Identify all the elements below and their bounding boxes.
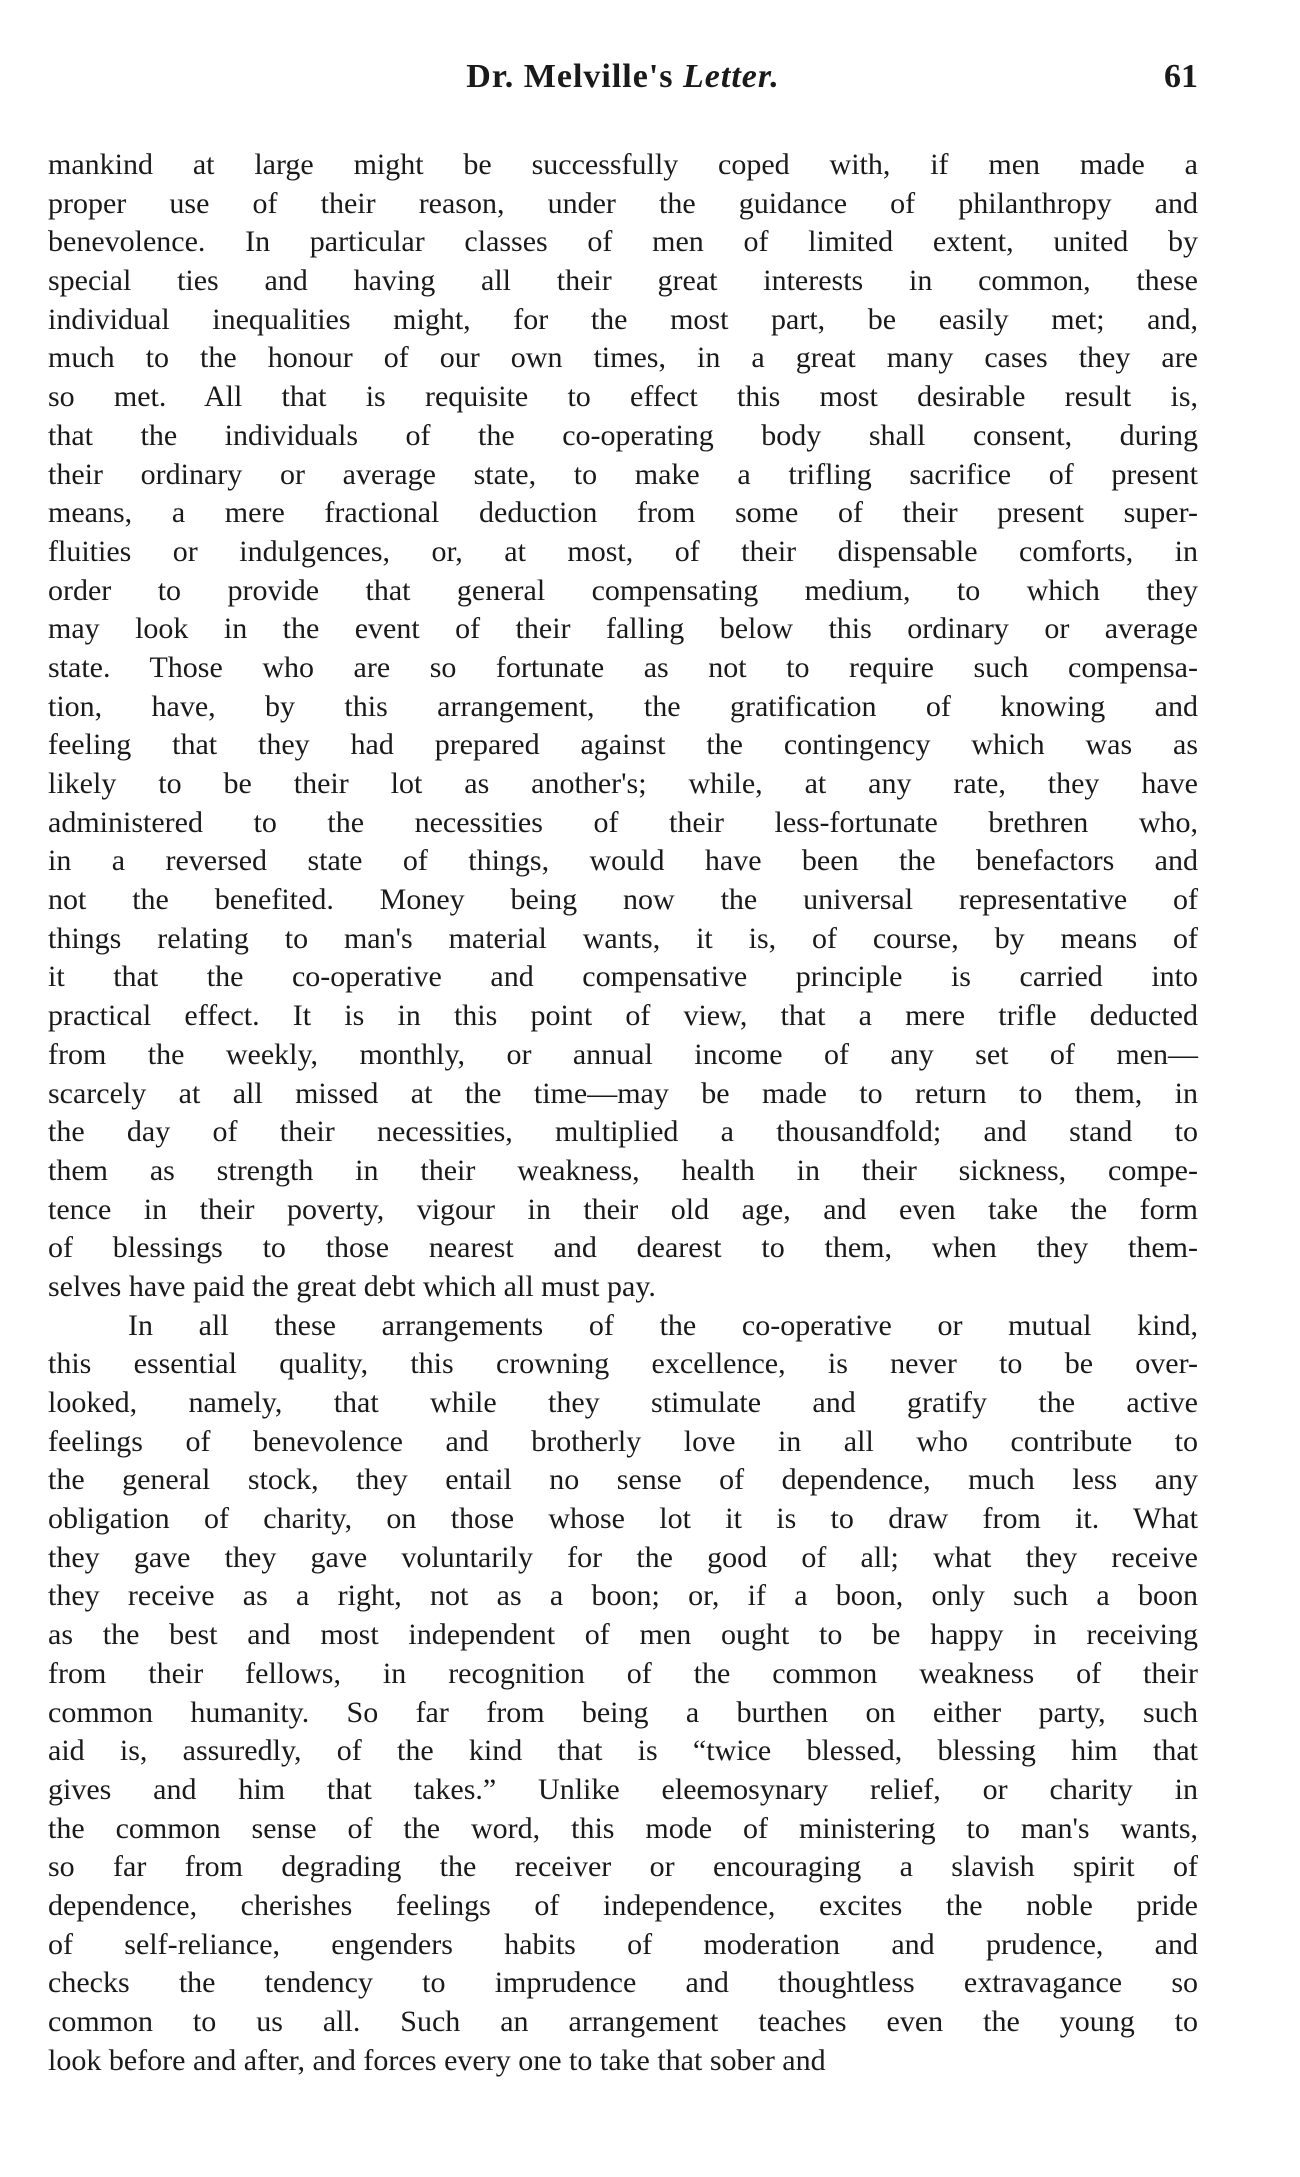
- text-line: proper use of their reason, under the guidance of philanthropy and: [48, 186, 1198, 220]
- text-line: things relating to man's material wants, it is, of course, by means of: [48, 921, 1198, 955]
- text-line: from the weekly, monthly, or annual income of any set of men—: [48, 1037, 1198, 1071]
- text-line: the day of their necessities, multiplied a thousandfold; and stand to: [48, 1115, 1198, 1149]
- text-line: common to us all. Such an arrangement teaches even the young to: [48, 2005, 1198, 2038]
- running-title-text: Dr. Melville's: [466, 58, 674, 95]
- text-line: so met. All that is requisite to effect this most desirable result is,: [48, 380, 1198, 414]
- text-line: in a reversed state of things, would have been the benefactors and: [48, 844, 1198, 878]
- page-number: 61: [1164, 58, 1198, 95]
- running-title-italic: Letter.: [683, 58, 780, 95]
- text-line: feelings of benevolence and brotherly love in all who contribute to: [48, 1424, 1198, 1458]
- text-line: them as strength in their weakness, health in their sickness, compe-: [48, 1153, 1198, 1187]
- text-line: means, a mere fractional deduction from some of their present super-: [48, 496, 1198, 530]
- text-line: so far from degrading the receiver or encouraging a slavish spirit of: [48, 1850, 1198, 1884]
- text-line: mankind at large might be successfully coped with, if men made a: [48, 148, 1198, 181]
- text-line: of blessings to those nearest and dearest to them, when they them-: [48, 1231, 1198, 1265]
- text-line: this essential quality, this crowning excellence, is never to be over-: [48, 1347, 1198, 1381]
- text-line: tence in their poverty, vigour in their old age, and even take the form: [48, 1192, 1198, 1226]
- text-line: common humanity. So far from being a burthen on either party, such: [48, 1695, 1198, 1729]
- text-line: that the individuals of the co-operating body shall consent, during: [48, 418, 1198, 452]
- text-line: practical effect. It is in this point of view, that a mere trifle deducted: [48, 999, 1198, 1033]
- text-line: look before and after, and forces every one to take that sober and: [48, 2043, 826, 2077]
- text-line: state. Those who are so fortunate as not to require such compensa-: [48, 650, 1198, 684]
- body-text: [48, 146, 1198, 2080]
- text-line: order to provide that general compensating medium, to which they: [48, 573, 1198, 607]
- text-line: the general stock, they entail no sense of dependence, much less any: [48, 1463, 1198, 1497]
- text-line: checks the tendency to imprudence and thoughtless extravagance so: [48, 1966, 1198, 2000]
- text-line: much to the honour of our own times, in a great many cases they are: [48, 341, 1198, 375]
- text-line: In all these arrangements of the co-operative or mutual kind,: [128, 1308, 1198, 1342]
- text-line: individual inequalities might, for the most part, be easily met; and,: [48, 302, 1198, 336]
- text-line: aid is, assuredly, of the kind that is “twice blessed, blessing him that: [48, 1734, 1198, 1768]
- text-line: scarcely at all missed at the time—may be made to return to them, in: [48, 1076, 1198, 1110]
- paragraph: [48, 146, 1198, 1307]
- text-line: benevolence. In particular classes of men of limited extent, united by: [48, 225, 1198, 259]
- text-line: their ordinary or average state, to make a trifling sacrifice of present: [48, 457, 1198, 491]
- text-line: looked, namely, that while they stimulate and gratify the active: [48, 1386, 1198, 1419]
- text-line: feeling that they had prepared against the contingency which was as: [48, 728, 1198, 762]
- text-line: as the best and most independent of men ought to be happy in receiving: [48, 1618, 1198, 1652]
- text-line: it that the co-operative and compensative principle is carried into: [48, 960, 1198, 994]
- text-line: dependence, cherishes feelings of independence, excites the noble pride: [48, 1888, 1198, 1922]
- running-head: [48, 58, 1198, 108]
- text-line: administered to the necessities of their less-fortunate brethren who,: [48, 805, 1198, 839]
- text-line: not the benefited. Money being now the universal representative of: [48, 883, 1198, 917]
- text-line: the common sense of the word, this mode of ministering to man's wants,: [48, 1811, 1198, 1845]
- text-line: fluities or indulgences, or, at most, of their dispensable comforts, in: [48, 534, 1198, 568]
- text-line: of self-reliance, engenders habits of moderation and prudence, and: [48, 1927, 1198, 1961]
- text-line: from their fellows, in recognition of the common weakness of their: [48, 1656, 1198, 1690]
- text-line: tion, have, by this arrangement, the gratification of knowing and: [48, 689, 1198, 723]
- text-line: they gave they gave voluntarily for the good of all; what they receive: [48, 1540, 1198, 1574]
- text-line: may look in the event of their falling below this ordinary or average: [48, 612, 1198, 646]
- text-line: obligation of charity, on those whose lot it is to draw from it. What: [48, 1502, 1198, 1536]
- text-line: likely to be their lot as another's; while, at any rate, they have: [48, 767, 1198, 800]
- text-line: selves have paid the great debt which all must pay.: [48, 1269, 656, 1303]
- text-line: they receive as a right, not as a boon; or, if a boon, only such a boon: [48, 1579, 1198, 1613]
- text-line: gives and him that takes.” Unlike eleemosynary relief, or charity in: [48, 1772, 1198, 1806]
- running-title: [48, 58, 1198, 96]
- paragraph: [48, 1307, 1198, 2081]
- text-line: special ties and having all their great interests in common, these: [48, 264, 1198, 298]
